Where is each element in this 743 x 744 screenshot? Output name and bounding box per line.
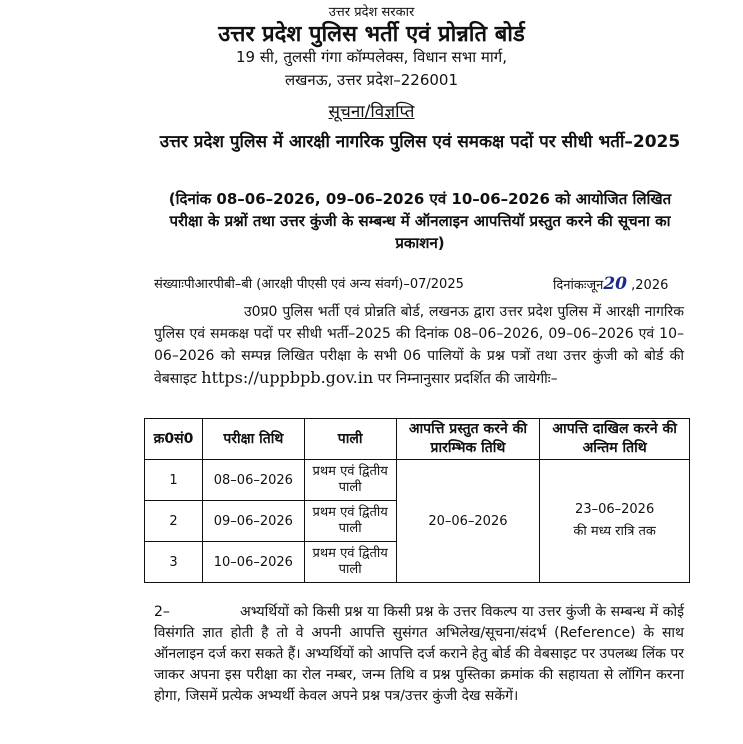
address-line-1: 19 सी, तुलसी गंगा कॉम्पलेक्स, विधान सभा मार्ग, bbox=[236, 48, 507, 66]
col-sno: क्र0सं0 bbox=[145, 419, 203, 460]
col-exam-date: परीक्षा तिथि bbox=[202, 419, 304, 460]
cell-date: 10–06–2026 bbox=[202, 542, 304, 583]
cell-shift: प्रथम एवं द्वितीय पाली bbox=[304, 542, 396, 583]
cell-date: 09–06–2026 bbox=[202, 501, 304, 542]
cell-date: 08–06–2026 bbox=[202, 460, 304, 501]
table-header-row bbox=[145, 419, 690, 460]
cell-shift: प्रथम एवं द्वितीय पाली bbox=[304, 460, 396, 501]
paragraph-1-tail: पर निम्नानुसार प्रदर्शित की जायेगीः– bbox=[377, 371, 558, 387]
board-name: उत्तर प्रदेश पुलिस भर्ती एवं प्रोन्नति बोर्ड bbox=[218, 22, 525, 47]
paragraph-2-number: 2– bbox=[154, 604, 170, 620]
notice-title: उत्तर प्रदेश पुलिस में आरक्षी नागरिक पुलिस एवं समकक्ष पदों पर सीधी भर्ती–2025 bbox=[159, 132, 681, 152]
col-end-date: आपत्ति दाखिल करने की अन्तिम तिथि bbox=[540, 419, 690, 460]
address-line-2: लखनऊ, उत्तर प्रदेश–226001 bbox=[284, 71, 459, 89]
reference-date bbox=[553, 274, 668, 294]
paragraph-2-text: अभ्यर्थियों को किसी प्रश्न या किसी प्रश्न के उत्तर विकल्प या उत्तर कुंजी के सम्बन्ध में कोई विसंगति ज्ञात होती है तो वे अपनी आपत्ति सुसंगत अभिलेख/सूचना/संदर्भ (Reference) के साथ ऑनलाइन दर्ज करा सकते हैं। अभ्यर्थियों को आपत्ति दर्ज कराने हेतु बोर्ड की वेबसाइट पर उपलब्ध लिंक पर जाकर अपना इस परीक्षा का रोल नम्बर, जन्म तिथि व प्रश्न पुस्तिका क्रमांक की सहायता से लॉगिन करना होगा, जिसमें प्रत्येक अभ्यर्थी केवल अपने प्रश्न पत्र/उत्तर कुंजी देख सकेंगें। bbox=[154, 604, 685, 704]
handwritten-day: 20 bbox=[603, 274, 627, 294]
paragraph-2 bbox=[154, 602, 684, 707]
website-url: https://uppbpb.gov.in bbox=[201, 368, 374, 387]
govt-line: उत्तर प्रदेश सरकार bbox=[328, 5, 415, 20]
notice-subtitle: (दिनांक 08–06–2026, 09–06–2026 एवं 10–06–2026 को आयोजित लिखित परीक्षा के प्रश्नों तथा उत्तर कुंजी के सम्बन्ध में ऑनलाइन आपत्तियॉ प्रस्तुत करने की सूचना का प्रकाशन) bbox=[168, 190, 672, 252]
col-shift: पाली bbox=[304, 419, 396, 460]
cell-shift: प्रथम एवं द्वितीय पाली bbox=[304, 501, 396, 542]
cell-end-date bbox=[540, 460, 690, 583]
date-suffix: ,2026 bbox=[631, 278, 669, 293]
cell-start-date: 20–06–2026 bbox=[396, 460, 540, 583]
table-row bbox=[145, 460, 690, 501]
paragraph-1 bbox=[154, 301, 684, 390]
col-start-date: आपत्ति प्रस्तुत करने की प्रारम्भिक तिथि bbox=[396, 419, 540, 460]
schedule-table bbox=[144, 418, 690, 583]
end-date: 23–06–2026 bbox=[575, 502, 655, 517]
paragraph-1-text: उ0प्र0 पुलिस भर्ती एवं प्रोन्नति बोर्ड, लखनऊ द्वारा उत्तर प्रदेश पुलिस में आरक्षी नागरिक पुलिस एवं समकक्ष पदों पर सीधी भर्ती–2025 की दिनांक 08–06–2026, 09–06–2026 एवं 10–06–2026 को सम्पन्न लिखित परीक्षा के सभी 06 पालियों के प्रश्न पत्रों तथा उत्तर कुंजी को बोर्ड की वेबसाइट bbox=[154, 304, 684, 387]
date-prefix: दिनांकःजून bbox=[553, 278, 604, 293]
cell-sno: 3 bbox=[145, 542, 203, 583]
reference-number: संख्याःपीआरपीबी–बी (आरक्षी पीएसी एवं अन्य संवर्ग)–07/2025 bbox=[154, 277, 464, 292]
end-note: की मध्य रात्रि तक bbox=[573, 524, 656, 539]
cell-sno: 2 bbox=[145, 501, 203, 542]
cell-sno: 1 bbox=[145, 460, 203, 501]
notice-label: सूचना/विज्ञप्ति bbox=[328, 102, 415, 122]
